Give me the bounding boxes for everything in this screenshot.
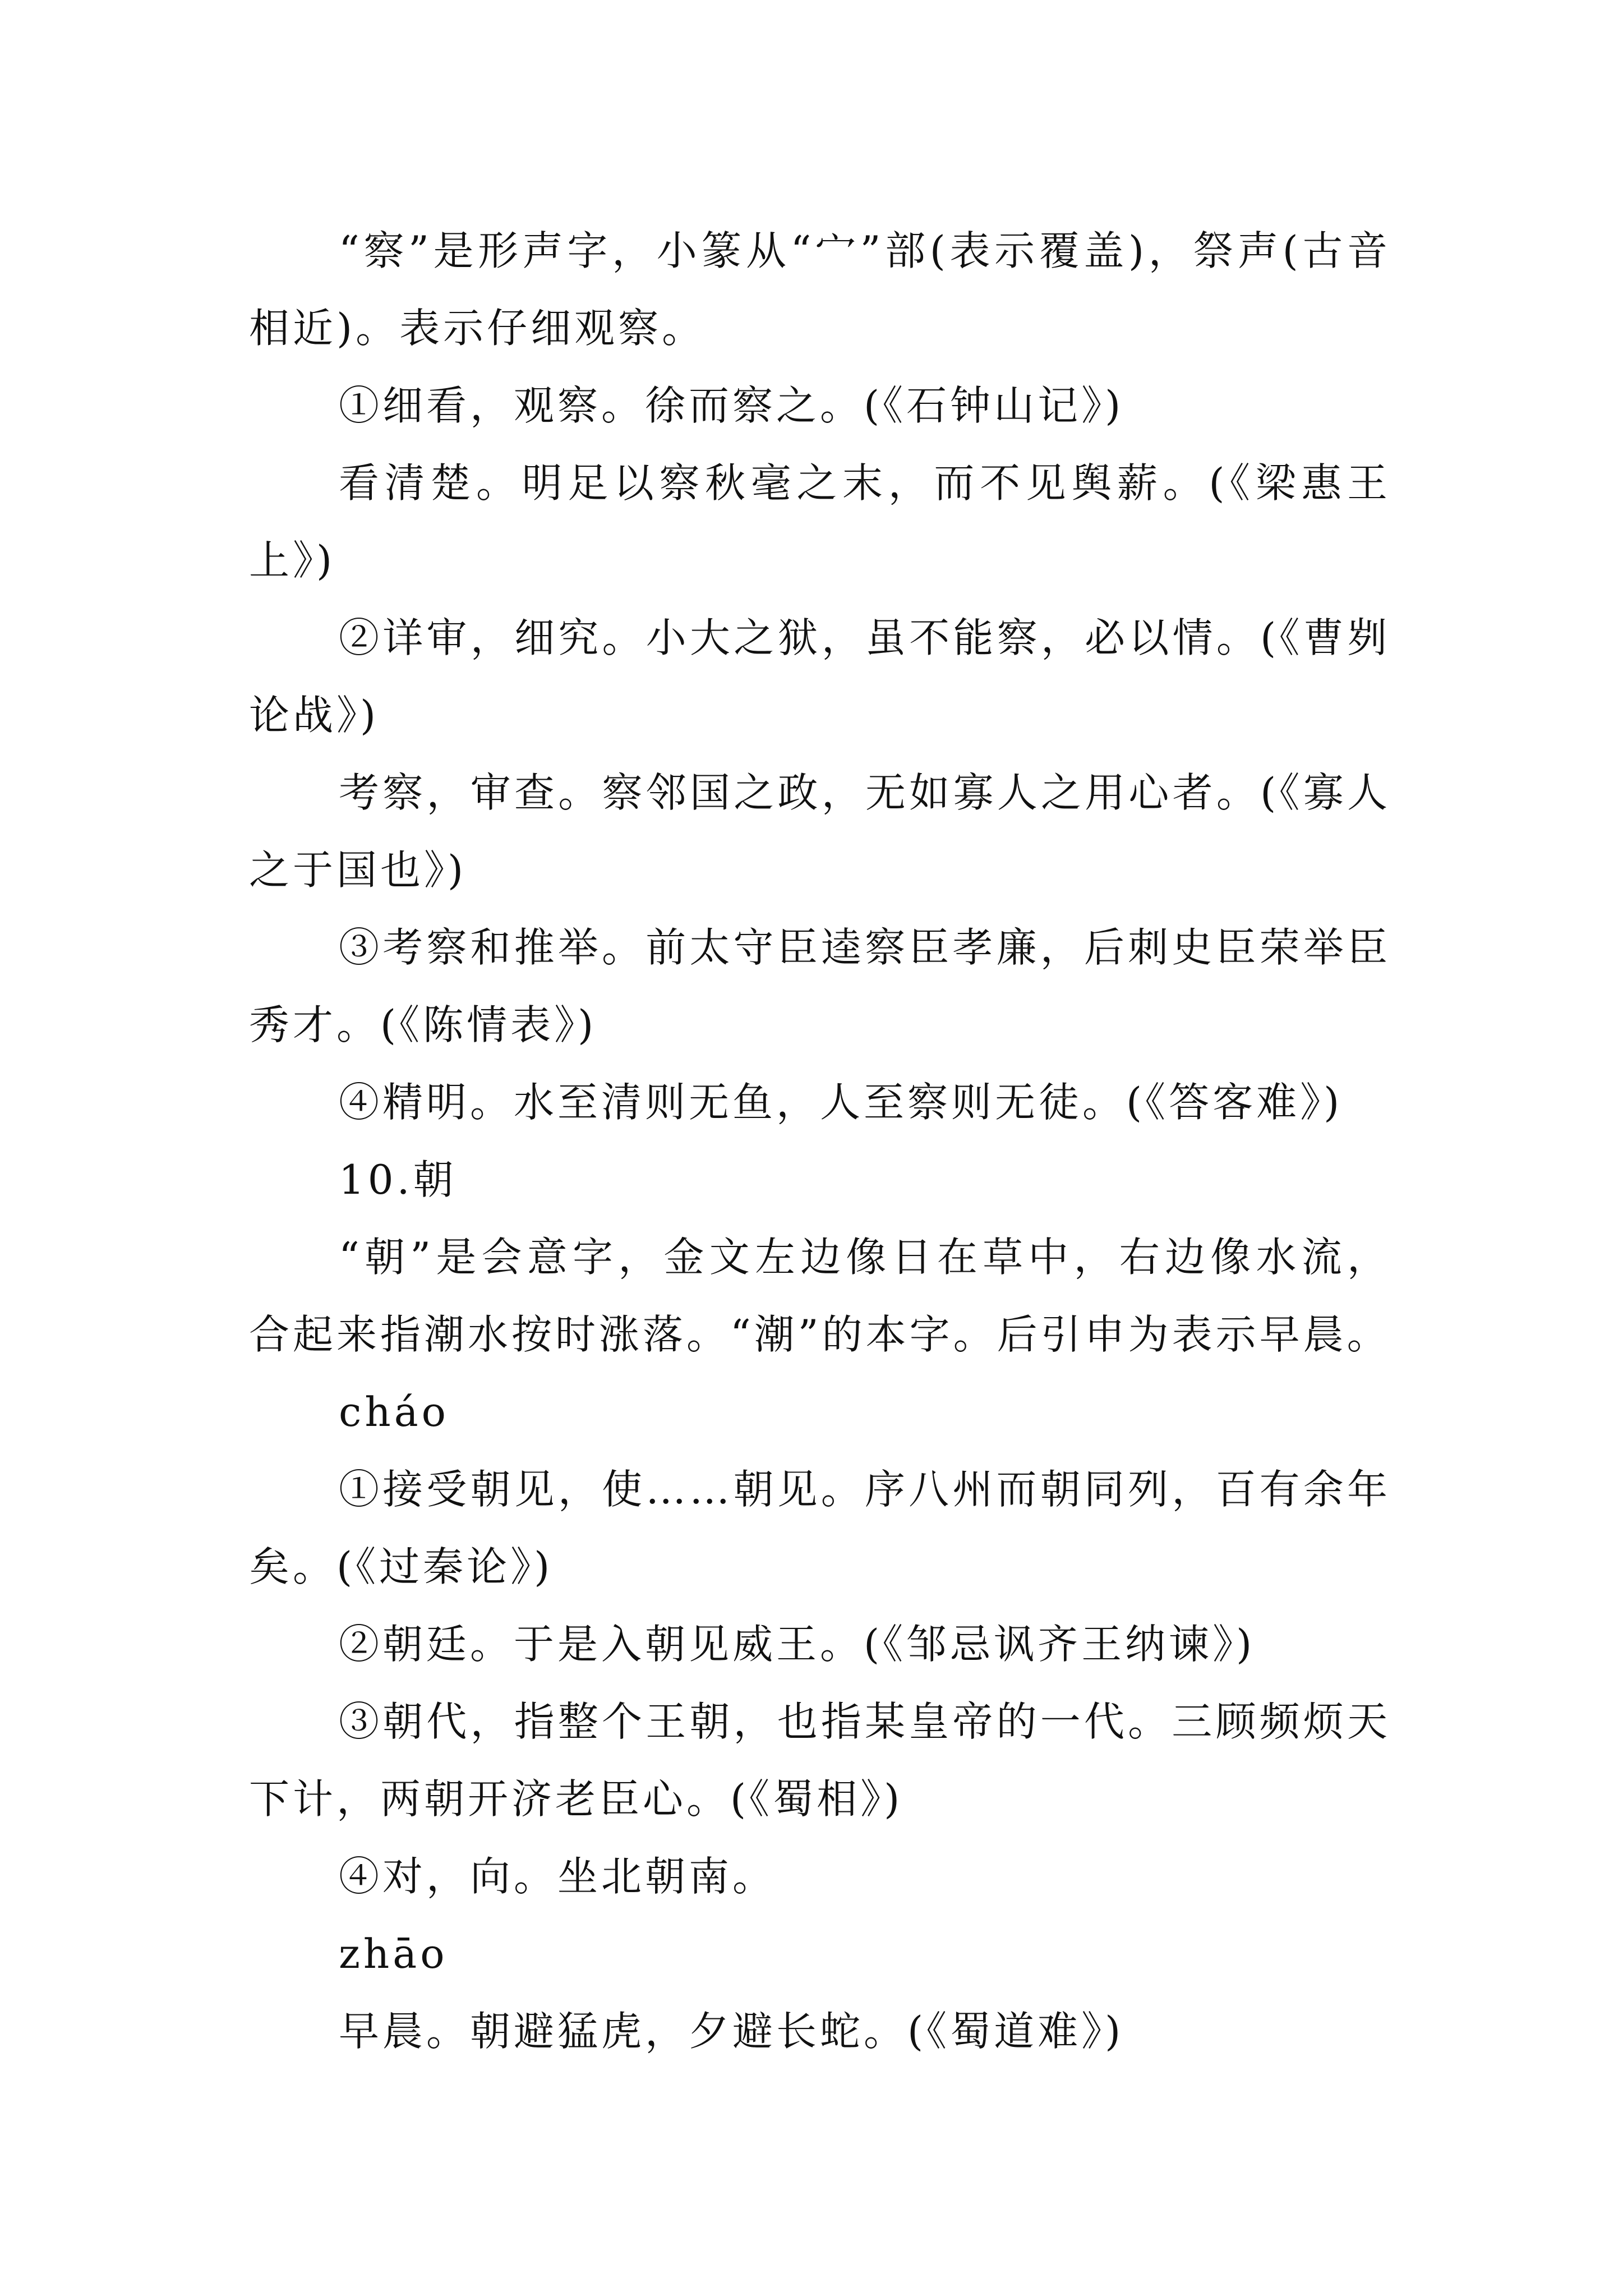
paragraph-cha-sense-2b: 考察，审查。察邻国之政，无如寡人之用心者。(《寡人之于国也》) (249, 769, 1391, 894)
paragraph-chao-etymology: “朝”是会意字，金文左边像日在草中，右边像水流，合起来指潮水按时涨落。“潮”的本字。后引申为表示早晨。 (249, 1234, 1391, 1358)
pinyin-zhao: zhāo (339, 1930, 448, 1977)
paragraph-cha-sense-2: ②详审，细究。小大之狱，虽不能察，必以情。(《曹刿论战》) (249, 614, 1391, 739)
pinyin-chao: cháo (339, 1388, 449, 1435)
paragraph-chao-sense-1: ①接受朝见，使……朝见。序八州而朝同列，百有余年矣。(《过秦论》) (249, 1466, 1391, 1590)
paragraph-cha-sense-4: ④精明。水至清则无鱼，人至察则无徒。(《答客难》) (339, 1079, 1343, 1126)
paragraph-zhao-sense: 早晨。朝避猛虎，夕避长蛇。(《蜀道难》) (339, 2008, 1124, 2055)
paragraph-cha-etymology: “察”是形声字，小篆从“宀”部(表示覆盖)，祭声(古音相近)。表示仔细观察。 (249, 227, 1391, 352)
entry-heading-chao: 10.朝 (339, 1156, 457, 1203)
paragraph-chao-sense-4: ④对，向。坐北朝南。 (339, 1853, 777, 1900)
paragraph-chao-sense-2: ②朝廷。于是入朝见威王。(《邹忌讽齐王纳谏》) (339, 1621, 1256, 1668)
paragraph-chao-sense-3: ③朝代，指整个王朝，也指某皇帝的一代。三顾频烦天下计，两朝开济老臣心。(《蜀相》) (249, 1698, 1391, 1823)
document-body (249, 212, 1391, 2070)
paragraph-cha-sense-3: ③考察和推举。前太守臣逵察臣孝廉，后刺史臣荣举臣秀才。(《陈情表》) (249, 924, 1391, 1048)
paragraph-cha-sense-1: ①细看，观察。徐而察之。(《石钟山记》) (339, 382, 1124, 429)
paragraph-cha-sense-1b: 看清楚。明足以察秋毫之末，而不见舆薪。(《梁惠王上》) (249, 459, 1391, 584)
